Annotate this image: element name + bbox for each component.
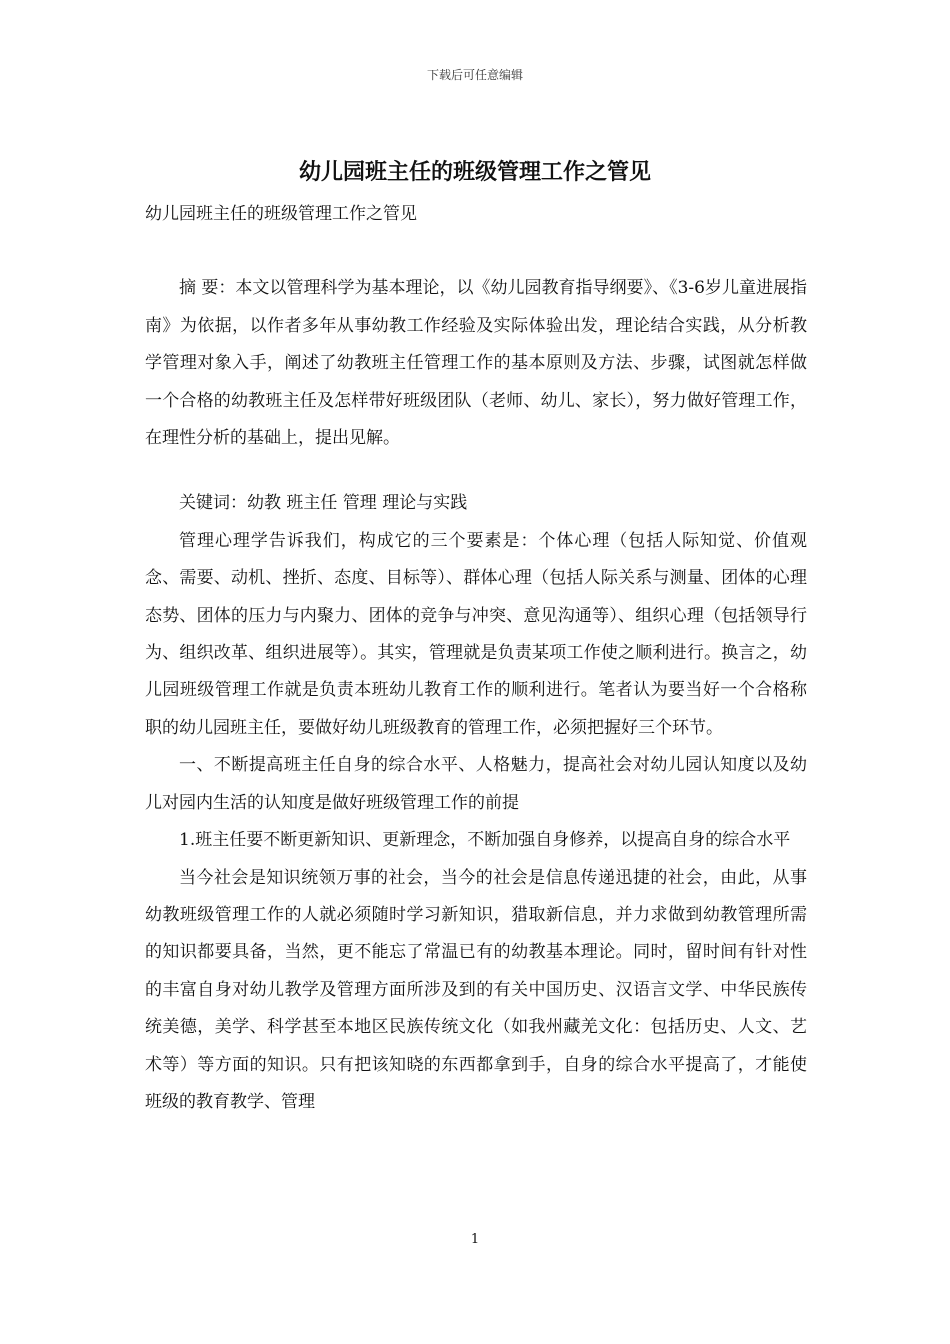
subsection-heading: 1.班主任要不断更新知识、更新理念，不断加强自身修养，以提高自身的综合水平 [179, 830, 791, 851]
body-paragraph: 管理心理学告诉我们，构成它的三个要素是：个体心理（包括人际知觉、价值观念、需要、动机、挫折、态度、目标等）、群体心理（包括人际关系与测量、团体的心理态势、团体的压力与内聚力、团体的竞争与冲突、意见沟通等）、组织心理（包括领导行为、组织改革、组织进展等）。其实，管理就是负责某项工作使之顺利进行。换言之，幼儿园班级管理工作就是负责本班幼儿教育工作的顺利进行。笔者认为要当好一个合格称职的幼儿园班主任，要做好幼儿班级教育的管理工作，必须把握好三个环节。 [145, 530, 807, 738]
document-body [145, 196, 807, 1121]
section-heading: 一、不断提高班主任自身的综合水平、人格魅力，提高社会对幼儿园认知度以及幼儿对园内生活的认知度是做好班级管理工作的前提 [145, 755, 807, 813]
page-header-note: 下载后可任意编辑 [426, 68, 523, 82]
keywords-line: 关键词：幼教 班主任 管理 理论与实践 [179, 493, 468, 514]
document-subtitle: 幼儿园班主任的班级管理工作之管见 [145, 204, 417, 224]
document-title: 幼儿园班主任的班级管理工作之管见 [298, 159, 651, 185]
body-paragraph: 当今社会是知识统领万事的社会，当今的社会是信息传递迅捷的社会，由此，从事幼教班级管理工作的人就必须随时学习新知识，猎取新信息，并力求做到幼教管理所需的知识都要具备，当然，更不能忘了常温已有的幼教基本理论。同时，留时间有针对性的丰富自身对幼儿教学及管理方面所涉及到的有关中国历史、汉语言文学、中华民族传统美德，美学、科学甚至本地区民族传统文化（如我州藏羌文化：包括历史、人文、艺术等）等方面的知识。只有把该知晓的东西都拿到手，自身的综合水平提高了，才能使班级的教育教学、管理 [145, 867, 807, 1112]
page-number: 1 [470, 1232, 480, 1247]
abstract-paragraph: 摘 要：本文以管理科学为基本理论，以《幼儿园教育指导纲要》、《3-6岁儿童进展指南》为依据，以作者多年从事幼教工作经验及实际体验出发，理论结合实践，从分析教学管理对象入手，阐述了幼教班主任管理工作的基本原则及方法、步骤，试图就怎样做一个合格的幼教班主任及怎样带好班级团队（老师、幼儿、家长），努力做好管理工作，在理性分析的基础上，提出见解。 [145, 278, 807, 449]
